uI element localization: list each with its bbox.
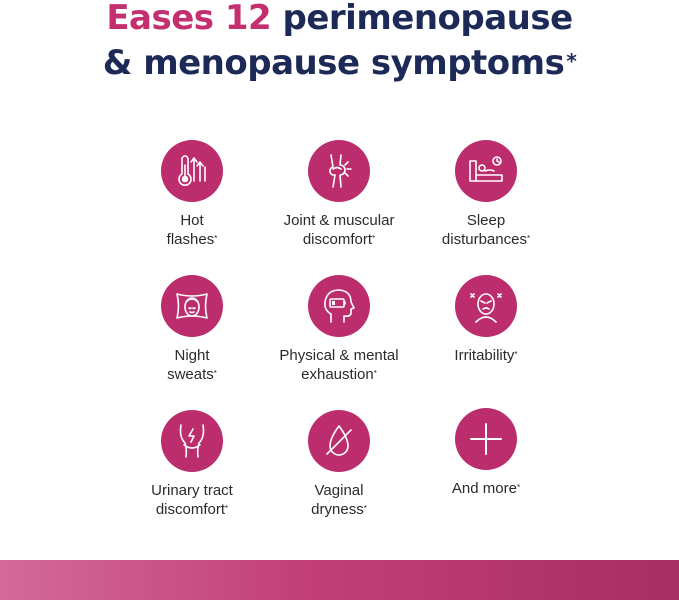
bottom-gradient-band: [0, 560, 679, 600]
symptom-label-1: Sleep: [466, 212, 506, 229]
symptom-irritability: [406, 275, 566, 365]
pelvis-lightning-icon: [172, 421, 212, 461]
footnote-mark: *: [213, 369, 217, 378]
footnote-mark: *: [225, 504, 229, 513]
footnote-mark: *: [373, 369, 377, 378]
symptom-label-1: Physical & mental: [279, 347, 399, 364]
symptom-icon-circle: [455, 275, 517, 337]
symptom-label-2: disturbances: [441, 231, 527, 248]
headline-accent: Eases 12: [106, 0, 272, 38]
symptom-label-2: sweats: [167, 366, 214, 383]
symptom-night-sweats: [112, 275, 272, 384]
footnote-mark: *: [372, 234, 376, 243]
symptom-hot-flashes: [112, 140, 272, 249]
symptom-label-2: discomfort: [155, 501, 226, 518]
symptom-sleep-disturbances: [406, 140, 566, 249]
plus-icon: [466, 419, 506, 459]
symptom-physical-mental-exhaustion: [259, 275, 419, 384]
symptom-icon-circle: [161, 275, 223, 337]
symptom-label-1: Hot: [180, 212, 204, 229]
headline-rest: perimenopause: [271, 0, 573, 38]
head-low-battery-icon: [319, 286, 359, 326]
footnote-mark: *: [214, 234, 218, 243]
symptom-joint-muscular: [259, 140, 419, 249]
footnote-mark: *: [363, 504, 367, 513]
crossed-drop-icon: [319, 421, 359, 461]
thermometer-heat-arrows-icon: [172, 151, 212, 191]
bed-clock-icon: [466, 151, 506, 191]
symptom-icon-circle: [455, 408, 517, 470]
symptom-label-1: Irritability: [454, 347, 515, 364]
symptom-label-2: flashes: [166, 231, 215, 248]
symptom-label-1: Night: [174, 347, 210, 364]
footnote-mark: *: [516, 483, 521, 492]
symptom-label-1: And more: [451, 480, 517, 497]
symptom-icon-circle: [161, 410, 223, 472]
footnote-mark: *: [514, 350, 518, 359]
symptom-icon-circle: [308, 410, 370, 472]
symptom-and-more: [406, 408, 566, 498]
knee-joint-icon: [319, 151, 359, 191]
symptom-label-2: exhaustion: [301, 366, 374, 383]
footnote-mark: *: [526, 234, 531, 243]
symptom-label-2: discomfort: [302, 231, 373, 248]
symptom-vaginal-dryness: [259, 410, 419, 519]
headline-asterisk: *: [566, 49, 577, 73]
headline-line-2-text: & menopause symptoms: [102, 43, 565, 83]
symptom-icon-circle: [308, 275, 370, 337]
symptom-urinary-tract: [112, 410, 272, 519]
symptom-icon-circle: [455, 140, 517, 202]
angry-head-icon: [466, 286, 506, 326]
symptom-icon-circle: [161, 140, 223, 202]
symptom-label-2: dryness: [311, 501, 364, 518]
symptom-label-1: Vaginal: [314, 482, 364, 499]
symptom-icon-circle: [308, 140, 370, 202]
face-on-pillow-icon: [172, 286, 212, 326]
symptom-label-1: Joint & muscular: [283, 212, 395, 229]
symptom-label-1: Urinary tract: [151, 482, 233, 499]
